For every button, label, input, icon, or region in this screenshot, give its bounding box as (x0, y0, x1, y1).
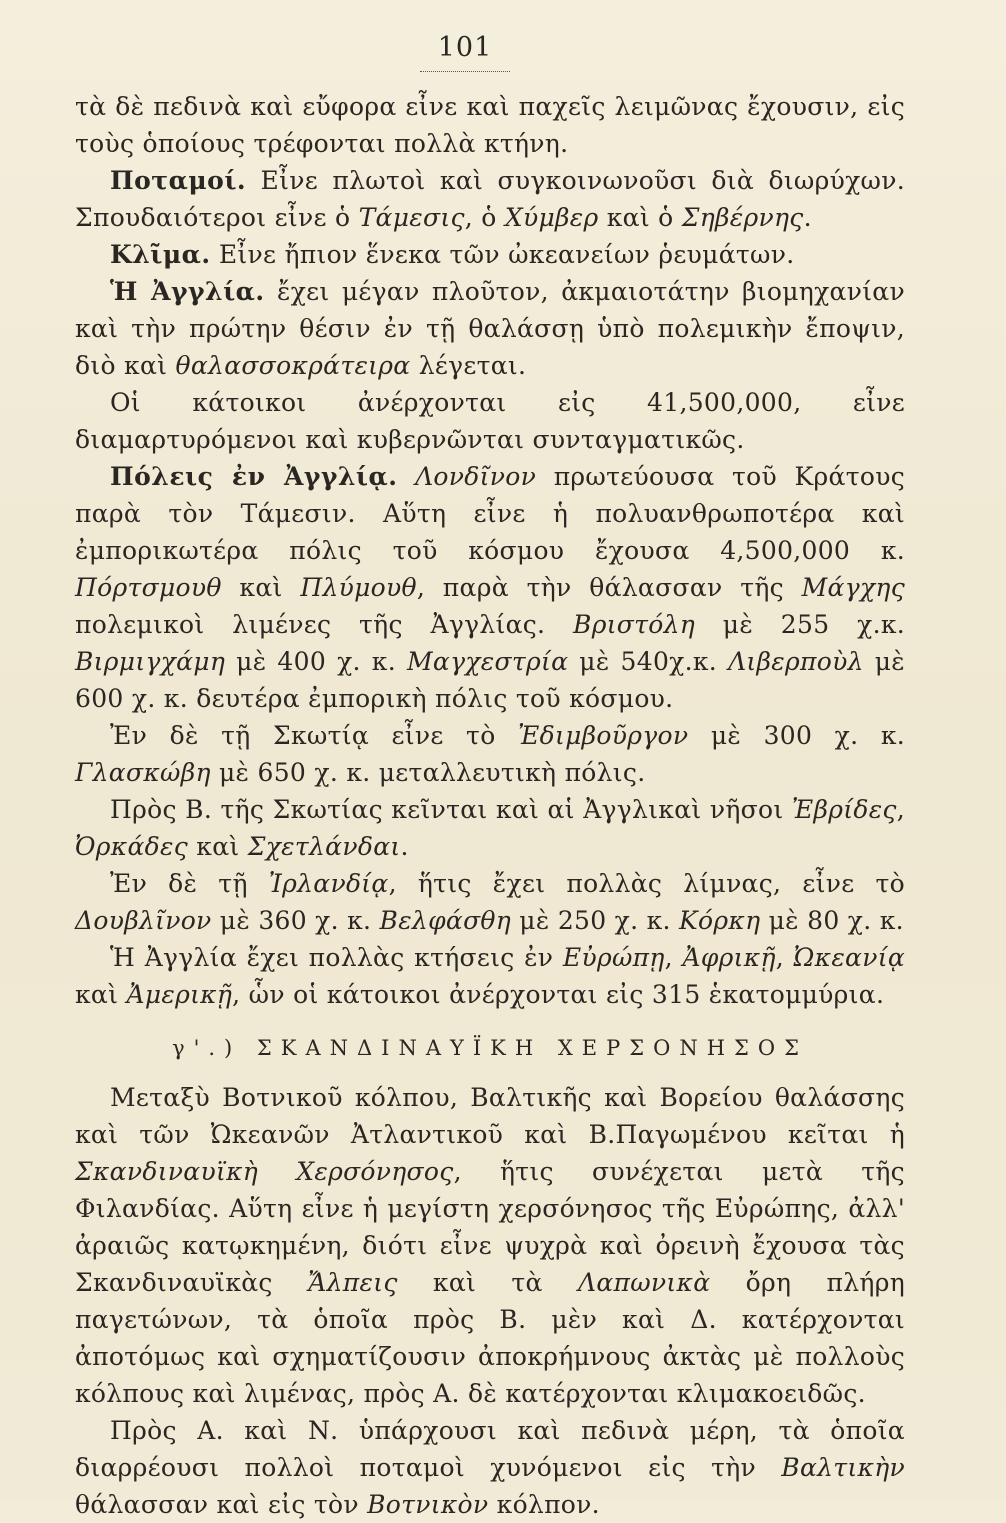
text-run: μὲ 400 χ. κ. (225, 647, 407, 676)
place-name: Ἀμερικῇ (126, 980, 233, 1009)
paragraph-ireland (75, 865, 905, 939)
place-name: Σχετλάνδαι (247, 832, 401, 861)
place-name: Ἰρλανδίᾳ (268, 869, 389, 898)
place-name: Ἀφρικῇ (682, 943, 776, 972)
text-run: , (775, 943, 794, 972)
text-run: καὶ ὁ (598, 203, 682, 232)
text-run: Πρὸς Β. τῆς Σκωτίας κεῖνται καὶ αἱ Ἀγγλικαὶ νῆσοι (110, 795, 792, 824)
place-name: Λονδῖνον (415, 462, 537, 491)
paragraph-rivers (75, 162, 905, 236)
text-run: μὲ 650 χ. κ. μεταλλευτικὴ πόλις. (210, 758, 646, 787)
text-run: πρωτεύουσα τοῦ Κράτους παρὰ τὸν Τάμεσιν. Αὕτη εἶνε ἡ πολυανθρωποτέρα καὶ ἐμπορικωτέρα πόλις τοῦ κόσμου ἔχουσα 4,500,000 κ. (75, 462, 905, 565)
paragraph-text: τὰ δὲ πεδινὰ καὶ εὔφορα εἶνε καὶ παχεῖς λειμῶνας ἔχουσιν, εἰς τοὺς ὁποίους τρέφονται πολλὰ κτήνη. (75, 92, 905, 158)
place-name: Σκανδιναυϊκὴ Χερσόνησος (75, 1157, 454, 1186)
text-run: Ἐν δὲ τῇ (110, 869, 269, 898)
text-run: καὶ (221, 573, 301, 602)
text-run: , ὧν οἱ κάτοικοι ἀνέρχονται εἰς 315 ἑκατομμύρια. (232, 980, 885, 1009)
heading-england: Ἡ Ἀγγλία. (110, 277, 265, 306)
text-run: πολεμικοὶ λιμένες τῆς Ἀγγλίας. (75, 610, 574, 639)
text-run: μὲ 300 χ. κ. (688, 721, 905, 750)
heading-climate: Κλῖμα. (110, 240, 211, 269)
text-run: μὲ 540χ.κ. (568, 647, 729, 676)
place-name: Βαλτικὴν (781, 1453, 905, 1482)
text-run: θάλασσαν καὶ εἰς τὸν (75, 1490, 368, 1519)
place-name: Βελφάσθη (379, 906, 512, 935)
text-run: ὄρη πλήρη παγετώνων, τὰ ὁποῖα πρὸς Β. μὲν καὶ Δ. κατέρχονται ἀποτόμως καὶ σχηματίζουσιν ἀποκρήμνους ἀκτὰς μὲ πολλοὺς κόλπους καὶ λιμένας, πρὸς Α. δὲ κατέρχονται κλιμακοειδῶς. (75, 1268, 905, 1408)
text-run: Πρὸς Α. καὶ Ν. ὑπάρχουσι καὶ πεδινὰ μέρη, τὰ ὁποῖα διαρρέουσι πολλοὶ ποταμοὶ χυνόμενοι εἰς τὴν (75, 1416, 905, 1482)
paragraph-england (75, 273, 905, 384)
term: θαλασσοκράτειρα (175, 351, 411, 380)
page-text (75, 88, 905, 1523)
place-name: Εὐρώπῃ (562, 943, 665, 972)
place-name: Ὠκεανίᾳ (793, 943, 906, 972)
place-name: Μαγχεστρία (406, 647, 569, 676)
text-run: μὲ 250 χ. κ. (511, 906, 680, 935)
paragraph-cities (75, 458, 905, 717)
paragraph-population (75, 384, 905, 458)
place-name: Ὀρκάδες (75, 832, 189, 861)
place-name: Κόρκη (679, 906, 761, 935)
heading-cities: Πόλεις ἐν Ἀγγλίᾳ. (110, 462, 398, 491)
place-name: Πλύμουθ (300, 573, 417, 602)
place-name: Τάμεσις (358, 203, 465, 232)
page-number: 101 (0, 32, 930, 72)
paragraph-pastures (75, 88, 905, 162)
place-name: Χύμβερ (504, 203, 599, 232)
section-title: γ'.) ΣΚΑΝΔΙΝΑΥΪΚΗ ΧΕΡΣΟΝΗΣΟΣ (172, 1036, 808, 1060)
place-name: Πόρτσμουθ (75, 573, 222, 602)
text-run: , ἥτις ἔχει πολλὰς λίμνας, εἶνε τὸ (388, 869, 906, 898)
text-run: . (803, 203, 812, 232)
place-name: Ἄλπεις (308, 1268, 398, 1297)
paragraph-islands (75, 791, 905, 865)
text-run: ἔχει μέγαν πλοῦτον, ἀκμαιοτάτην βιομηχανίαν καὶ τὴν πρώτην θέσιν ἐν τῇ θαλάσσῃ ὑπὸ πολεμικὴν ἔποψιν, διὸ καὶ (75, 277, 905, 380)
place-name: Βιρμιγχάμη (75, 647, 226, 676)
place-name: Βοτνικὸν (367, 1490, 489, 1519)
text-run: , (896, 795, 905, 824)
place-name: Ἐδιμβοῦργον (518, 721, 689, 750)
text-run: , ὁ (464, 203, 505, 232)
place-name: Δουβλῖνον (75, 906, 212, 935)
text-run: κόλπον. (488, 1490, 600, 1519)
paragraph-colonies (75, 939, 905, 1013)
text-run: , (664, 943, 683, 972)
text-run: μὲ 600 χ. κ. δευτέρα ἐμπορικὴ πόλις τοῦ κόσμου. (75, 647, 906, 713)
text-run: Εἶνε ἤπιον ἕνεκα τῶν ὠκεανείων ῥευμάτων. (210, 240, 795, 269)
text-run: λέγεται. (410, 351, 527, 380)
text-run: Ἡ Ἀγγλία ἔχει πολλὰς κτήσεις ἐν (110, 943, 563, 972)
text-run: Μεταξὺ Βοτνικοῦ κόλπου, Βαλτικῆς καὶ Βορείου θαλάσσης καὶ τῶν Ὠκεανῶν Ἀτλαντικοῦ καὶ Β.Παγωμένου κεῖται ἡ (75, 1083, 905, 1149)
paragraph-plains (75, 1412, 905, 1523)
place-name: Σηβέρνης (681, 203, 804, 232)
text-run: μὲ 360 χ. κ. (211, 906, 380, 935)
text-run: καὶ (188, 832, 248, 861)
place-name: Γλασκώβη (75, 758, 211, 787)
place-name: Βριστόλη (573, 610, 696, 639)
place-name: Λιβερποὺλ (728, 647, 864, 676)
paragraph-scotland (75, 717, 905, 791)
text-run: μὲ 80 χ. κ. (760, 906, 904, 935)
text-run: καὶ (75, 980, 127, 1009)
text-run: μὲ 255 χ.κ. (695, 610, 905, 639)
text-run: . (400, 832, 409, 861)
text-run: Οἱ κάτοικοι ἀνέρχονται εἰς 41,500,000, εἶνε διαμαρτυρόμενοι καὶ κυβερνῶνται συνταγματικῶς. (75, 388, 905, 454)
text-run: Ἐν δὲ τῇ Σκωτίᾳ εἶνε τὸ (110, 721, 519, 750)
place-name: Μάγχης (801, 573, 905, 602)
text-run: Εἶνε πλωτοὶ καὶ συγκοινωνοῦσι διὰ διωρύχων. Σπουδαιότεροι εἶνε ὁ (75, 166, 905, 232)
paragraph-climate (75, 236, 905, 273)
heading-rivers: Ποταμοί. (110, 166, 247, 195)
place-name: Λαπωνικὰ (577, 1268, 711, 1297)
place-name: Ἐβρίδες (791, 795, 897, 824)
text-run: , παρὰ τὴν θάλασσαν τῆς (416, 573, 802, 602)
paragraph-scandinavia (75, 1079, 905, 1412)
text-run: καὶ τὰ (397, 1268, 578, 1297)
text-run: , ἥτις συνέχεται μετὰ τῆς Φιλανδίας. Αὕτη εἶνε ἡ μεγίστη χερσόνησος τῆς Εὐρώπης, ἀλλ' ἀραιῶς κατῳκημένη, διότι εἶνε ψυχρὰ καὶ ὀρεινὴ ἔχουσα τὰς Σκανδιναυϊκὰς (75, 1157, 905, 1297)
